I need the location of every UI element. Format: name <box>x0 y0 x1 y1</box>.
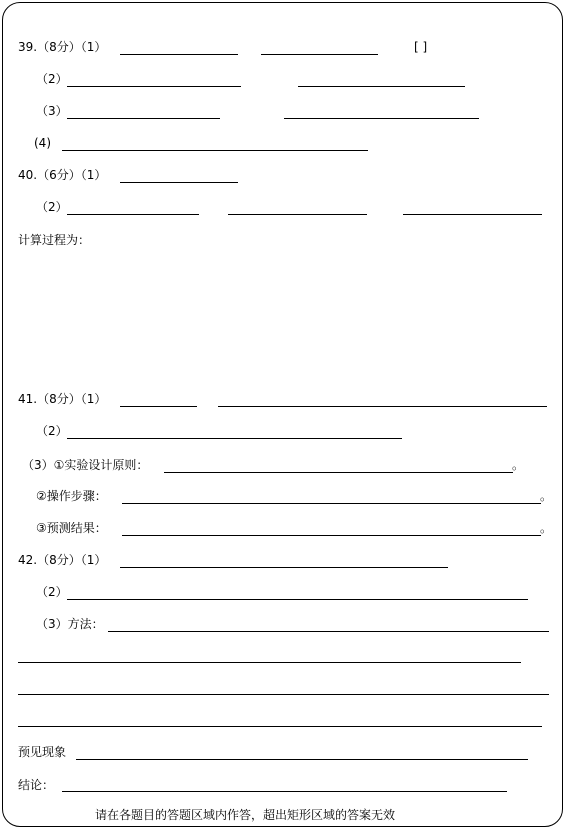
q42-1-blank[interactable] <box>120 567 448 568</box>
q42-3-method-blank[interactable] <box>108 631 549 632</box>
q41-period-3: 。 <box>540 521 553 535</box>
q40-2-blank-a[interactable] <box>67 214 199 215</box>
q41-3-principle-blank[interactable] <box>164 472 513 473</box>
q41-result-blank[interactable] <box>122 535 541 536</box>
q42-part3-label: （3）方法： <box>36 617 104 631</box>
q42-writing-line-2[interactable] <box>18 694 549 695</box>
q39-1-blank-a[interactable] <box>120 54 238 55</box>
q39-4-blank[interactable] <box>62 150 368 151</box>
footer-instruction: 请在各题目的答题区域内作答，超出矩形区域的答案无效 <box>94 808 395 822</box>
q41-heading: 41.（8分）（1） <box>18 392 107 406</box>
q41-step-blank[interactable] <box>122 503 541 504</box>
q40-2-blank-b[interactable] <box>228 214 367 215</box>
q41-1-blank-a[interactable] <box>120 406 197 407</box>
q39-2-blank-a[interactable] <box>67 86 241 87</box>
q42-2-blank[interactable] <box>67 599 528 600</box>
q39-1-blank-b[interactable] <box>261 54 378 55</box>
q41-part2-label: （2） <box>36 424 68 438</box>
q42-conclusion-label: 结论： <box>18 778 55 792</box>
q40-heading: 40.（6分）（1） <box>18 168 107 182</box>
q41-1-blank-b[interactable] <box>218 406 547 407</box>
q40-calc-label: 计算过程为： <box>18 233 91 247</box>
answer-sheet-border <box>2 2 563 827</box>
q39-3-blank-a[interactable] <box>67 118 220 119</box>
q40-2-blank-c[interactable] <box>403 214 542 215</box>
q39-heading: 39.（8分）（1） <box>18 40 107 54</box>
q39-part4-label: (4) <box>34 136 51 150</box>
q42-part2-label: （2） <box>36 585 68 599</box>
q42-conclusion-blank[interactable] <box>62 791 507 792</box>
q42-writing-line-1[interactable] <box>18 662 521 663</box>
q41-part3-label: （3）①实验设计原则： <box>22 458 149 472</box>
q41-2-blank[interactable] <box>67 438 402 439</box>
q39-3-blank-b[interactable] <box>284 118 479 119</box>
q42-writing-line-3[interactable] <box>18 726 542 727</box>
q39-2-blank-b[interactable] <box>298 86 465 87</box>
q39-part3-label: （3） <box>36 104 68 118</box>
q41-step-label: ②操作步骤： <box>36 489 107 503</box>
q42-heading: 42.（8分）（1） <box>18 553 107 567</box>
q41-result-label: ③预测结果： <box>36 521 107 535</box>
q39-bracket: [ ] <box>414 40 428 54</box>
q41-period-2: 。 <box>540 489 553 503</box>
q40-part2-label: （2） <box>36 200 68 214</box>
q42-phenomenon-blank[interactable] <box>76 759 528 760</box>
q42-phenomenon-label: 预见现象 <box>18 745 67 759</box>
q39-part2-label: （2） <box>36 72 68 86</box>
q40-1-blank[interactable] <box>120 182 238 183</box>
q41-period-1: 。 <box>512 458 525 472</box>
